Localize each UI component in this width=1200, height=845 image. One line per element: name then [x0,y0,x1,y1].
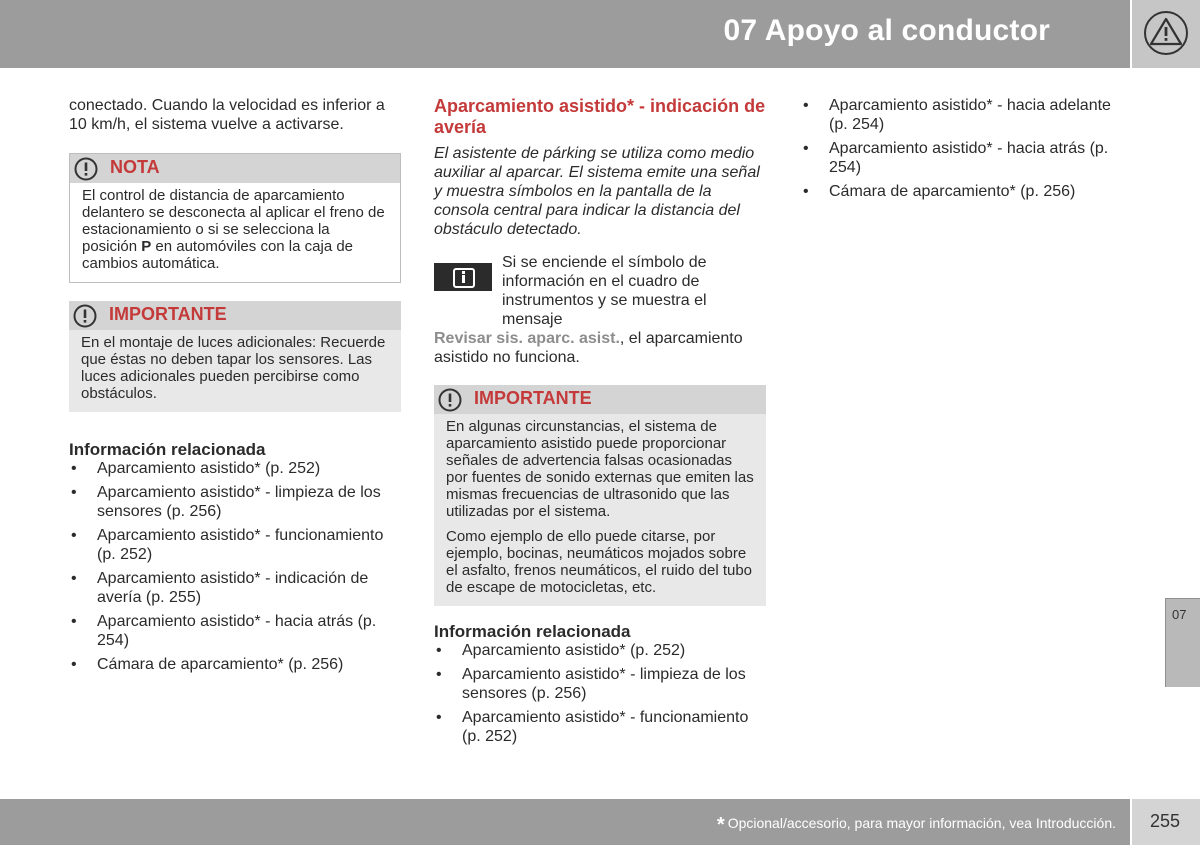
column-middle [434,96,766,751]
importante-box [69,301,401,412]
importante-text: En el montaje de luces adicionales: Recuerde que éstas no deben tapar los sensores. Las luces adicionales pueden percibirse como obstáculos. [81,334,386,402]
list-item: • Aparcamiento asistido* - limpieza de los sensores (p. 256) [69,483,401,521]
list-item: • Aparcamiento asistido* - indicación de avería (p. 255) [69,569,401,607]
footnote-star: * [716,814,725,836]
chapter-tab [1165,598,1200,687]
footer-bar [0,799,1130,845]
page-number: 255 [1150,811,1181,831]
importante-header [434,385,766,414]
nota-text-end: en automóviles con la caja de cambios automática. [82,238,354,272]
info-text-end: , el aparcamiento asistido no funciona. [434,330,743,366]
nota-box [69,153,401,283]
continued-paragraph: conectado. Cuando la velocidad es inferior a 10 km/h, el sistema vuelve a activarse. [69,97,385,133]
importante-header [69,301,401,330]
list-item: • Aparcamiento asistido* - funcionamiento (p. 252) [434,708,766,746]
info-symbol-icon [434,263,492,291]
list-item: • Cámara de aparcamiento* (p. 256) [69,655,401,674]
list-item: • Aparcamiento asistido* - hacia atrás (p. 254) [69,612,401,650]
nota-text [82,187,388,272]
section-title: Aparcamiento asistido* - indicación de avería [434,96,766,137]
column-right [801,96,1131,206]
nota-text-bold: P [141,238,152,255]
nota-body [70,183,400,282]
importante-label: IMPORTANTE [474,388,592,408]
list-item: • Aparcamiento asistido* - limpieza de los sensores (p. 256) [434,665,766,703]
footer-note-text: Opcional/accesorio, para mayor información, vea Introducción. [727,815,1116,831]
section-intro: El asistente de párking se utiliza como medio auxiliar al aparcar. El sistema emite una señal y muestra símbolos en la pantalla de la consola central para indicar la distancia del obstáculo detectado. [434,145,760,238]
header-bar [0,0,1130,68]
related-list [801,96,1131,201]
info-text-first: Si se enciende el símbolo de información en el cuadro de instrumentos y se muestra el mensaje [502,254,707,328]
list-item: • Aparcamiento asistido* - funcionamiento (p. 252) [69,526,401,564]
list-item: • Aparcamiento asistido* (p. 252) [434,641,766,660]
list-item: • Aparcamiento asistido* - hacia adelante (p. 254) [801,96,1131,134]
chapter-number: 07 [1172,607,1187,622]
exclamation-icon [74,157,98,181]
importante-box [434,385,766,606]
footer-note [717,814,1116,837]
warning-triangle-icon [1142,10,1190,56]
related-heading: Información relacionada [69,440,266,459]
exclamation-icon [438,388,462,412]
list-item: • Aparcamiento asistido* - hacia atrás (p. 254) [801,139,1131,177]
importante-label: IMPORTANTE [109,304,227,324]
list-item: • Cámara de aparcamiento* (p. 256) [801,182,1131,201]
chapter-title: 07 Apoyo al conductor [723,14,1050,47]
importante-body [69,330,401,412]
importante-text-1: En algunas circunstancias, el sistema de aparcamiento asistido puede proporcionar señales de advertencia falsas ocasionadas por fuentes de sonido externas que emiten las mismas frecuencias de ultrasonido que las utilizadas por el sistema. [446,418,754,520]
nota-label: NOTA [110,157,160,177]
column-left [69,96,401,679]
nota-header [70,154,400,183]
info-text-rest [434,329,766,367]
importante-body [434,414,766,606]
message-highlight: Revisar sis. aparc. asist. [434,330,620,347]
info-block [434,253,766,367]
list-item: • Aparcamiento asistido* (p. 252) [69,459,401,478]
header-icon-box [1132,0,1200,68]
nota-text-start: El control de distancia de aparcamiento delantero se desconecta al aplicar el freno de estacionamiento o si se selecciona la posición [82,187,385,255]
importante-text-2: Como ejemplo de ello puede citarse, por ejemplo, bocinas, neumáticos mojados sobre el asfalto, frenos neumáticos, el ruido del tubo de escape de motocicletas, etc. [446,528,753,596]
related-list [434,641,766,746]
related-list [69,459,401,674]
page-number-box [1132,799,1200,845]
related-heading: Información relacionada [434,622,631,641]
exclamation-icon [73,304,97,328]
